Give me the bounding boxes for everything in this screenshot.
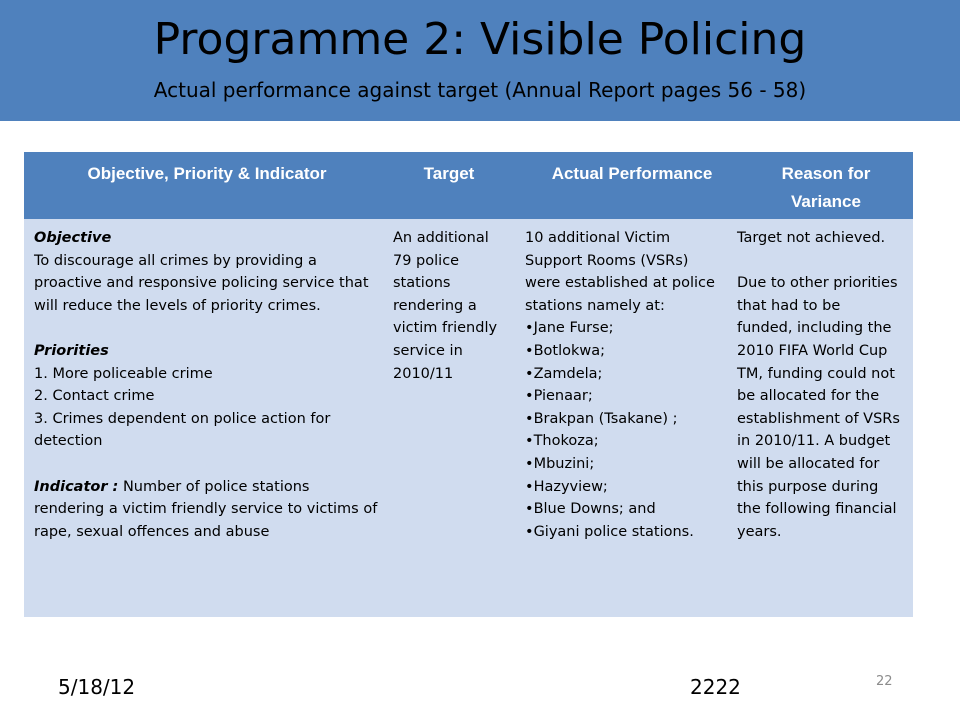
- station-item: • Giyani police stations.: [525, 521, 721, 544]
- station-list: [525, 317, 721, 543]
- objective-cell: [34, 227, 379, 543]
- priority-item: 1. More policeable crime: [34, 365, 213, 382]
- column-header-actual: Actual Performance: [551, 164, 713, 183]
- objective-text: To discourage all crimes by providing a proactive and responsive policing service that will reduce the levels of priority crimes.: [34, 252, 369, 314]
- indicator-heading: Indicator :: [34, 478, 119, 495]
- priorities-heading: Priorities: [34, 342, 109, 359]
- target-cell: An additional 79 police stations rendering a victim friendly service in 2010/11: [393, 230, 498, 382]
- page-title: Programme 2: Visible Policing: [153, 14, 807, 65]
- actual-intro: 10 additional Victim Support Rooms (VSRs) were established at police stations namely at:: [525, 230, 715, 314]
- priority-item: 2. Contact crime: [34, 388, 155, 405]
- column-header-objective: Objective, Priority & Indicator: [87, 164, 327, 183]
- footer-date: 5/18/12: [58, 675, 136, 699]
- performance-table: [24, 152, 913, 617]
- footer-code: 2222: [690, 675, 741, 699]
- station-item: • Brakpan (Tsakane) ;: [525, 408, 721, 431]
- station-item: • Blue Downs; and: [525, 498, 721, 521]
- page-number: 22: [876, 674, 893, 689]
- table-header-row: [24, 152, 913, 219]
- station-item: • Mbuzini;: [525, 453, 721, 476]
- title-band: [0, 0, 960, 121]
- priority-item: 3. Crimes dependent on police action for detection: [34, 410, 331, 450]
- indicator-text: Number of police stations rendering a victim friendly service to victims of rape, sexual offences and abuse: [34, 478, 378, 540]
- column-header-variance: Reason for Variance: [781, 164, 871, 211]
- variance-reason: Due to other priorities that had to be funded, including the 2010 FIFA World Cup TM, funding could not be allocated for the establishment of VSRs in 2010/11. A budget will be allocated for this purpose during the following financial years.: [737, 275, 900, 540]
- column-header-target: Target: [423, 164, 475, 183]
- actual-cell: [525, 227, 721, 543]
- variance-cell: [737, 227, 900, 543]
- page-subtitle: Actual performance against target (Annual Report pages 56 - 58): [153, 78, 807, 102]
- station-item: • Hazyview;: [525, 476, 721, 499]
- variance-status: Target not achieved.: [737, 230, 886, 246]
- station-item: • Pienaar;: [525, 385, 721, 408]
- objective-heading: Objective: [34, 230, 112, 246]
- station-item: • Jane Furse;: [525, 317, 721, 340]
- station-item: • Zamdela;: [525, 363, 721, 386]
- station-item: • Botlokwa;: [525, 340, 721, 363]
- station-item: • Thokoza;: [525, 430, 721, 453]
- indicator-block: [34, 476, 379, 544]
